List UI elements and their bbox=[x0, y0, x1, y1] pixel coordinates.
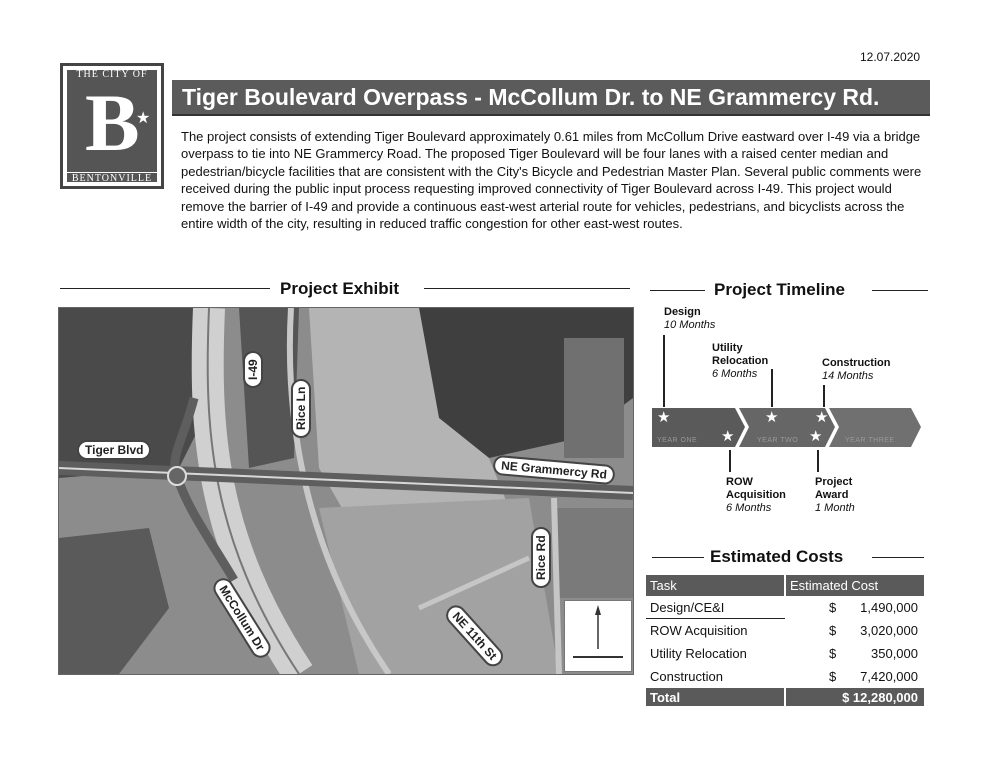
logo-top-text: THE CITY OF bbox=[76, 69, 148, 80]
currency-symbol: $ bbox=[829, 599, 837, 615]
utility-name-line2: Relocation bbox=[712, 355, 769, 367]
utility-star-icon: ★ bbox=[765, 409, 779, 426]
aerial-map bbox=[59, 308, 633, 674]
cost-cell bbox=[785, 619, 924, 642]
map-label-rice-rd: Rice Rd bbox=[531, 527, 551, 588]
city-logo bbox=[60, 63, 164, 189]
award-label bbox=[815, 476, 855, 515]
year-one-label: YEAR ONE bbox=[657, 437, 698, 444]
timeline-arrows bbox=[649, 305, 929, 525]
design-label bbox=[664, 306, 715, 332]
currency-symbol: $ bbox=[829, 622, 837, 638]
design-name: Design bbox=[664, 306, 701, 318]
map-label-ne-grammercy: NE Grammercy Rd bbox=[492, 455, 615, 486]
year-three-label: YEAR THREE bbox=[845, 437, 895, 444]
construction-tick bbox=[823, 385, 825, 407]
exhibit-rule-right bbox=[424, 288, 630, 289]
estimated-costs-table bbox=[646, 575, 924, 706]
logo-letter: B bbox=[85, 77, 140, 168]
utility-tick bbox=[771, 369, 773, 407]
award-tick bbox=[817, 450, 819, 472]
cost-amount: 350,000 bbox=[871, 645, 918, 661]
construction-name: Construction bbox=[822, 357, 891, 369]
total-amount: $ 12,280,000 bbox=[785, 688, 924, 707]
map-label-tiger-blvd: Tiger Blvd bbox=[77, 440, 151, 460]
task-cell: Construction bbox=[646, 665, 785, 688]
cost-cell bbox=[785, 596, 924, 619]
star-icon: ★ bbox=[136, 110, 151, 127]
costs-heading: Estimated Costs bbox=[710, 547, 844, 566]
total-row bbox=[646, 688, 924, 707]
map-label-mccollum: McCollum Dr bbox=[210, 575, 275, 662]
task-cell: ROW Acquisition bbox=[646, 619, 785, 642]
exhibit-rule-left bbox=[60, 288, 270, 289]
row-name-line2: Acquisition bbox=[726, 489, 786, 501]
cost-amount: 1,490,000 bbox=[860, 599, 918, 615]
row-label bbox=[726, 476, 786, 515]
total-label: Total bbox=[646, 688, 785, 707]
award-name-line1: Project bbox=[815, 476, 853, 488]
design-start-star-icon: ★ bbox=[657, 409, 671, 426]
currency-symbol: $ bbox=[829, 645, 837, 661]
cost-cell bbox=[785, 665, 924, 688]
design-duration: 10 Months bbox=[664, 319, 716, 331]
page-title: Tiger Boulevard Overpass - McCollum Dr. to NE Grammercy Rd. bbox=[182, 84, 880, 110]
north-arrow-icon bbox=[565, 601, 631, 671]
award-duration: 1 Month bbox=[815, 502, 855, 514]
task-cell: Utility Relocation bbox=[646, 642, 785, 665]
map-label-rice-ln: Rice Ln bbox=[291, 379, 311, 438]
timeline-rule-right bbox=[872, 290, 928, 291]
row-star-icon: ★ bbox=[721, 428, 735, 445]
utility-name-line1: Utility bbox=[712, 342, 743, 354]
col-cost-header: Estimated Cost bbox=[785, 575, 924, 596]
award-star-icon: ★ bbox=[809, 428, 823, 445]
award-name-line2: Award bbox=[815, 489, 849, 501]
costs-rule-left bbox=[652, 557, 704, 558]
map-label-i49: I-49 bbox=[243, 351, 263, 388]
task-cell: Design/CE&I bbox=[646, 596, 785, 619]
construction-duration: 14 Months bbox=[822, 370, 874, 382]
cost-cell bbox=[785, 642, 924, 665]
table-row bbox=[646, 665, 924, 688]
utility-duration: 6 Months bbox=[712, 368, 758, 380]
project-timeline bbox=[649, 305, 929, 525]
design-tick bbox=[663, 335, 665, 407]
project-description: The project consists of extending Tiger Boulevard approximately 0.61 miles from McCollum Drive eastward over I-49 via a bridge overpass to tie into NE Grammercy Road. The proposed Tiger Boulevard will be four lanes with a raised center median and pedestrian/bicycle facilities that are consistent with the City's Bicycle and Pedestrian Master Plan. Several public comments were received during the public input process requesting improved connectivity of Tiger Boulevard across I-49. This project would remove the barrier of I-49 and provide a continuous east-west arterial route for vehicles, pedestrians, and bicyclists across the entire width of the city, resulting in reduced traffic congestion for other east-west routes. bbox=[181, 129, 922, 232]
currency-symbol: $ bbox=[829, 668, 837, 684]
costs-rule-right bbox=[872, 557, 924, 558]
row-name-line1: ROW bbox=[726, 476, 753, 488]
utility-label bbox=[712, 342, 768, 381]
map-label-ne-11th: NE 11th St bbox=[442, 601, 507, 670]
cost-amount: 7,420,000 bbox=[860, 668, 918, 684]
timeline-heading: Project Timeline bbox=[714, 280, 846, 299]
table-header-row bbox=[646, 575, 924, 596]
title-bar bbox=[172, 80, 930, 116]
cost-amount: 3,020,000 bbox=[860, 622, 918, 638]
document-date: 12.07.2020 bbox=[860, 50, 921, 64]
timeline-rule-left bbox=[650, 290, 705, 291]
row-duration: 6 Months bbox=[726, 502, 772, 514]
year-two-label: YEAR TWO bbox=[757, 437, 799, 444]
table-row bbox=[646, 596, 924, 619]
exhibit-heading: Project Exhibit bbox=[280, 279, 400, 298]
table-row bbox=[646, 619, 924, 642]
north-arrow-scale bbox=[564, 600, 632, 672]
col-task-header: Task bbox=[646, 575, 785, 596]
row-tick bbox=[729, 450, 731, 472]
construction-label bbox=[822, 357, 890, 383]
table-row bbox=[646, 642, 924, 665]
construction-star-icon: ★ bbox=[815, 409, 829, 426]
project-exhibit-map bbox=[58, 307, 634, 675]
logo-bottom-text: BENTONVILLE bbox=[67, 172, 157, 184]
